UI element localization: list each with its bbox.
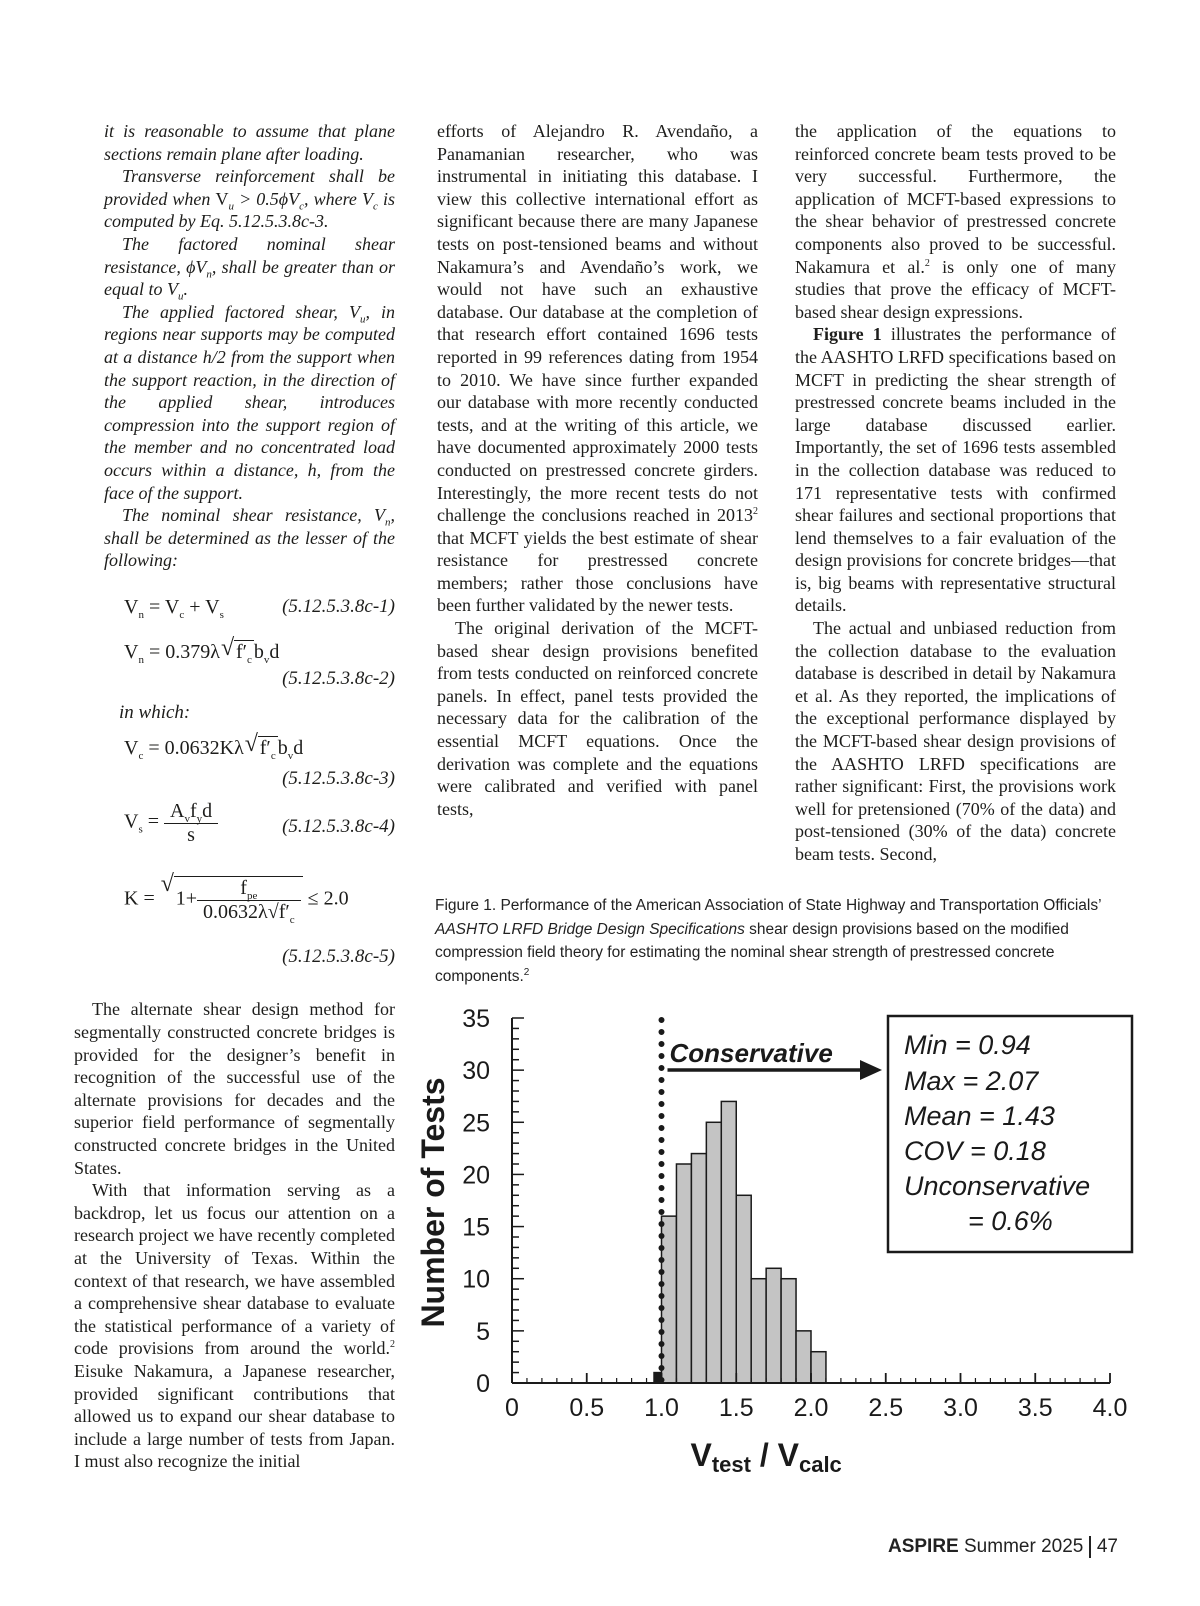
- x-tick-label: 3.0: [943, 1394, 978, 1422]
- page-footer: [888, 1536, 1118, 1558]
- histogram-bar: [736, 1195, 751, 1383]
- y-axis-title: Number of Tests: [415, 1077, 451, 1328]
- body-paragraph-reduction: The actual and unbiased reduction from the collection database to the evaluation database is described in detail by Nakamura et al. As they reported, the implications of the exceptional performance displayed by the MCFT-based shear design provisions of the AASHTO LRFD specifications are rather significant: First, the provisions work well for pretensioned (70% of the data) and post-tensioned (30% of the data) concrete beam tests. Second,: [795, 618, 1116, 864]
- y-tick-label: 25: [462, 1109, 490, 1138]
- x-tick-label: 0: [505, 1394, 519, 1422]
- x-tick-label: 1.0: [644, 1394, 679, 1422]
- spec-paragraph-3: The factored nominal shear resistance, $\phi V_n$, shall be greater than or equal to $V_u$.: [104, 233, 395, 303]
- arrow-label: Conservative: [669, 1038, 833, 1068]
- body-paragraph-figure-ref: Figure 1 illustrates the performance of the AASHTO LRFD specifications based on MCFT in predicting the shear strength of prestressed concrete beams included in the large database discussed earlier. Importantly, the set of 1696 tests assembled in the collection database was reduced to 171 representative tests with confirmed shear failures and sectional proportions that lend themselves to a fair evaluation of the design provisions for concrete bridges—that is, big beams with representative structural details.: [795, 324, 1116, 616]
- spec-paragraph-1: it is reasonable to assume that plane sections remain plane after loading.: [104, 121, 395, 164]
- body-paragraph-application: the application of the equations to reinforced concrete beam tests proved to be very successful. Furthermore, the application of MCFT-based expressions to the shear behavior of prestressed concrete components also proved to be successful. Nakamura et al.$^2$ is only one of many studies that prove the efficacy of MCFT-based shear design expressions.: [795, 121, 1116, 322]
- spec-paragraph-5: The nominal shear resistance, $V_n$, shall be determined as the lesser of the following:: [104, 505, 395, 571]
- magazine-brand: ASPIRE: [887, 1536, 959, 1558]
- y-tick-label: 15: [462, 1213, 490, 1242]
- histogram-bar: [706, 1122, 721, 1383]
- histogram-bar: [691, 1154, 706, 1383]
- y-tick-label: 30: [462, 1057, 490, 1086]
- equation-2: $V_n = 0.379\lambda√$ $f'_c$ $b_vd$ (5.12.5.3.8c-2): [124, 634, 395, 698]
- stats-line: Min = 0.94: [904, 1030, 1031, 1060]
- equation-5: K = √ 1+ $\frac{f_{pe}}{0.0632\lambda√f'_c}$ ≤ 2.0 (5.12.5.3.8c-5): [124, 876, 395, 976]
- x-tick-label: 0.5: [569, 1394, 605, 1422]
- body-paragraph-backdrop: With that information serving as a backdrop, let us focus our attention on a research project we have recently completed at the University of Texas. Within the context of that research, we have assembled a comprehensive shear database to evaluate the statistical performance of a variety of code provisions from around the world.$^2$ Eisuke Nakamura, a Japanese researcher, provided significant contributions that allowed us to expand our shear database to include a large number of tests from Japan. I must also recognize the initial: [74, 1180, 395, 1472]
- y-tick-label: 5: [476, 1317, 490, 1346]
- equation-4: $V_s$ = $\frac{A_vf_yd}{s}$ (5.12.5.3.8c-4): [124, 800, 395, 847]
- histogram-bar: [781, 1279, 796, 1383]
- in-which-label: in which:: [119, 701, 191, 723]
- spec-paragraph-4: The applied factored shear, $V_u$, in regions near supports may be computed at a distance h/2 from the support when the support reaction, in the direction of the applied shear, introduces compression into the support region of the member and no concentrated load occurs within a distance, h, from the face of the support.: [104, 301, 395, 503]
- figure-caption: Figure 1. Performance of the American Association of State Highway and Transportation Officials’ AASHTO LRFD Bridge Design Specifications shear design provisions based on the modified compression field theory for estimating the nominal shear strength of prestressed concrete components.$^2$: [435, 897, 1101, 985]
- y-tick-label: 35: [462, 1005, 490, 1033]
- body-paragraph-derivation: The original derivation of the MCFT-based shear design provisions benefited from tests conducted on reinforced concrete panels. In effect, panel tests provided the necessary data for the calibration of the essential MCFT equations. Once the derivation was complete and the equations were calibrated and verified with panel tests,: [437, 618, 758, 819]
- equation-3: $V_c = 0.0632K\lambda√$ $f'_c$ $b_vd$ (5.12.5.3.8c-3): [124, 730, 395, 798]
- stats-line: = 0.6%: [968, 1206, 1053, 1236]
- y-tick-label: 20: [462, 1161, 490, 1190]
- column-2: [437, 120, 758, 820]
- stats-line: Mean = 1.43: [904, 1101, 1055, 1131]
- arrow-head: [860, 1060, 882, 1080]
- histogram-bar: [766, 1268, 781, 1383]
- histogram-bar: [676, 1164, 691, 1383]
- x-axis-title: Vtest / Vcalc: [690, 1437, 842, 1476]
- x-tick-label: 2.0: [793, 1394, 829, 1422]
- spec-text: [104, 120, 395, 572]
- issue-label: Summer 2025: [958, 1536, 1084, 1558]
- histogram-chart: [412, 996, 1142, 1476]
- histogram-bar: [721, 1101, 736, 1383]
- x-tick-label: 2.5: [868, 1394, 904, 1422]
- stats-line: COV = 0.18: [904, 1136, 1046, 1166]
- x-tick-label: 4.0: [1092, 1394, 1128, 1422]
- histogram-bar: [811, 1352, 826, 1383]
- x-tick-label: 3.5: [1017, 1394, 1053, 1422]
- body-paragraph-avendano: efforts of Alejandro R. Avendaño, a Panamanian researcher, who was instrumental in initiating this database. I view this collective international effort as significant because there are many Japanese tests on post-tensioned beams and without Nakamura’s and Avendaño’s work, we would not have such an exhaustive database. Our database at the completion of that research effort contained 1696 tests reported in 99 references dating from 1954 to 2010. We have since further expanded our database with more recently conducted tests, and at the writing of this article, we have documented approximately 2000 tests conducted on prestressed concrete girders. Interestingly, the more recent tests do not challenge the conclusions reached in 2013$^2$ that MCFT yields the best estimate of shear resistance for prestressed concrete members; rather those conclusions have been further validated by the newer tests.: [437, 121, 758, 616]
- y-tick-label: 0: [476, 1370, 490, 1398]
- footer-divider: [1089, 1536, 1091, 1558]
- stats-line: Unconservative: [904, 1171, 1091, 1201]
- body-paragraph-alternate: The alternate shear design method for segmentally constructed concrete bridges is provided for the designer’s benefit in recognition of the successful use of the alternate provisions for decades and the superior field performance of segmentally constructed concrete bridges in the United States.: [74, 999, 395, 1178]
- column-3: [795, 120, 1116, 866]
- y-tick-label: 10: [462, 1265, 490, 1294]
- x-tick-label: 1.5: [718, 1394, 754, 1422]
- equation-1: $V_n = V_c + V_s$ (5.12.5.3.8c-1): [124, 595, 395, 621]
- column-1: [74, 120, 395, 1473]
- spec-paragraph-2: Transverse reinforcement shall be provided when $V_u > 0.5\phi V_c$, where $V_c$ is computed by Eq. 5.12.5.3.8c-3.: [104, 166, 395, 232]
- stats-line: Max = 2.07: [904, 1066, 1039, 1096]
- histogram-bar: [796, 1331, 811, 1383]
- page-number: 47: [1096, 1536, 1118, 1558]
- histogram-bar: [751, 1279, 766, 1383]
